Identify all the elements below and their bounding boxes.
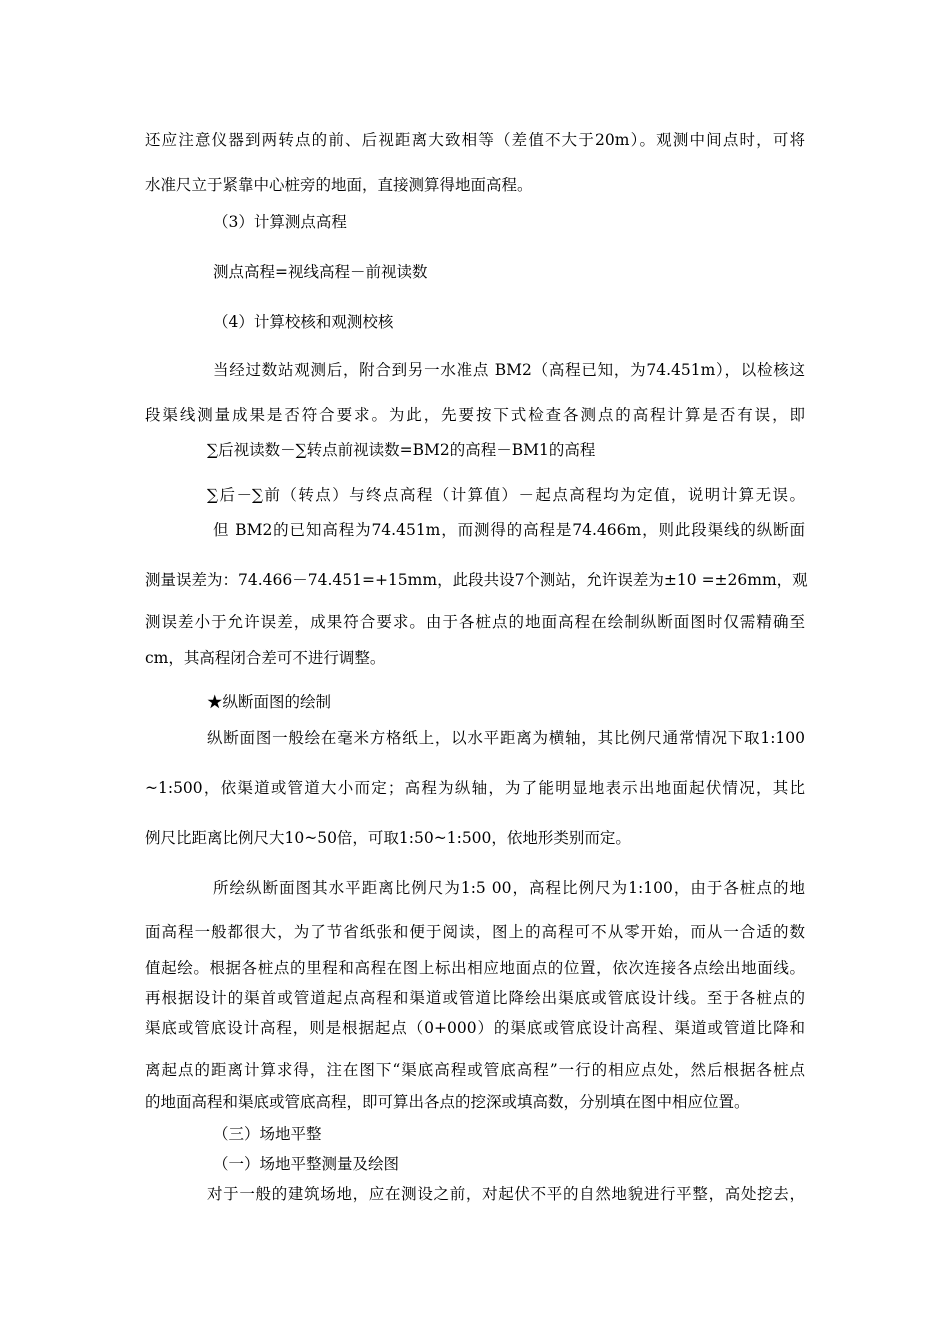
text-line: 例尺比距离比例尺大10~50倍，可取1:50~1:500，依地形类别而定。 — [145, 829, 631, 847]
text-line: 值起绘。根据各桩点的里程和高程在图上标出相应地面点的位置，依次连接各点绘出地面线。 — [145, 959, 805, 977]
section-heading: （4）计算校核和观测校核 — [213, 313, 394, 331]
text-line: 渠底或管底设计高程，则是根据起点（0+000）的渠底或管底设计高程、渠道或管道比降和 — [145, 1019, 805, 1037]
text-line: 段渠线测量成果是否符合要求。为此，先要按下式检查各测点的高程计算是否有误，即 — [145, 406, 805, 424]
section-heading: （3）计算测点高程 — [213, 213, 347, 231]
section-heading: （一）场地平整测量及绘图 — [213, 1155, 400, 1173]
text-line: ∑后－∑前（转点）与终点高程（计算值）－起点高程均为定值，说明计算无误。 — [207, 486, 805, 504]
text-line: 对于一般的建筑场地，应在测设之前，对起伏不平的自然地貌进行平整，高处挖去， — [207, 1185, 805, 1203]
formula-line: ∑后视读数－∑转点前视读数=BM2的高程－BM1的高程 — [207, 441, 596, 459]
text-line: 水准尺立于紧靠中心桩旁的地面，直接测算得地面高程。 — [145, 176, 533, 194]
text-line: 面高程一般都很大，为了节省纸张和便于阅读，图上的高程可不从零开始，而从一合适的数 — [145, 923, 805, 941]
text-line: ~1:500，依渠道或管道大小而定；高程为纵轴，为了能明显地表示出地面起伏情况，其比 — [145, 779, 805, 797]
text-line: 纵断面图一般绘在毫米方格纸上，以水平距离为横轴，其比例尺通常情况下取1:100 — [207, 729, 805, 747]
text-line: cm，其高程闭合差可不进行调整。 — [145, 649, 386, 667]
text-line: 还应注意仪器到两转点的前、后视距离大致相等（差值不大于20m）。观测中间点时，可将 — [145, 131, 805, 149]
text-line: 离起点的距离计算求得，注在图下“渠底高程或管底高程”一行的相应点处，然后根据各桩点 — [145, 1061, 805, 1079]
text-line: 当经过数站观测后，附合到另一水准点 BM2（高程已知，为74.451m），以检核这 — [213, 361, 805, 379]
text-line: 测误差小于允许误差，成果符合要求。由于各桩点的地面高程在绘制纵断面图时仅需精确至 — [145, 613, 805, 631]
text-line: 测量误差为：74.466－74.451=+15mm，此段共设7个测站，允许误差为±10 =±26mm，观 — [145, 571, 808, 589]
section-heading: ★纵断面图的绘制 — [207, 693, 332, 711]
text-line: 所绘纵断面图其水平距离比例尺为1:5 00，高程比例尺为1:100，由于各桩点的地 — [213, 879, 805, 897]
section-heading: （三）场地平整 — [213, 1125, 322, 1143]
text-line: 再根据设计的渠首或管道起点高程和渠道或管道比降绘出渠底或管底设计线。至于各桩点的 — [145, 989, 805, 1007]
formula-line: 测点高程=视线高程－前视读数 — [213, 263, 428, 281]
text-line: 的地面高程和渠底或管底高程，即可算出各点的挖深或填高数，分别填在图中相应位置。 — [145, 1093, 750, 1111]
text-line: 但 BM2的已知高程为74.451m，而测得的高程是74.466m，则此段渠线的纵断面 — [213, 521, 805, 539]
